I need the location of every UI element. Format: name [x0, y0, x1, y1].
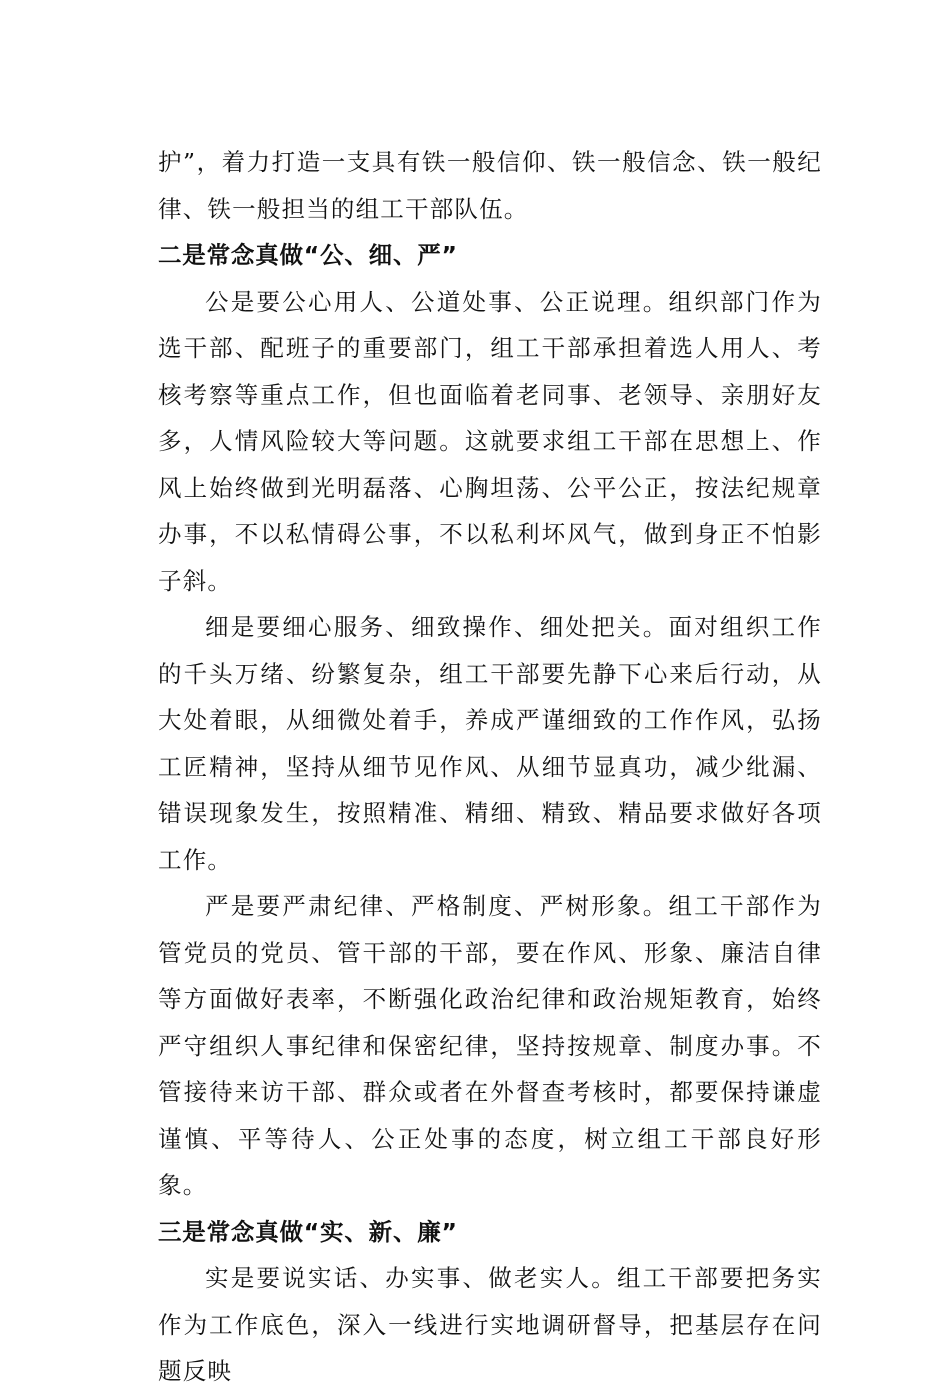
continuation-paragraph: 护”，着力打造一支具有铁一般信仰、铁一般信念、铁一般纪律、铁一般担当的组工干部队伍。 — [158, 148, 822, 223]
paragraph-xi: 细是要细心服务、细致操作、细处把关。面对组织工作的千头万绪、纷繁复杂，组工干部要先静下心来后行动，从大处着眼，从细微处着手，养成严谨细致的工作作风，弘扬工匠精神，坚持从细节见作风、从细节显真功，减少纰漏、错误现象发生，按照精准、精细、精致、精品要求做好各项工作。 — [158, 613, 822, 874]
paragraph-yan: 严是要严肃纪律、严格制度、严树形象。组工干部作为管党员的党员、管干部的干部，要在作风、形象、廉洁自律等方面做好表率，不断强化政治纪律和政治规矩教育，始终严守组织人事纪律和保密纪律，坚持按规章、制度办事。不管接待来访干部、群众或者在外督查考核时，都要保持谦虚谨慎、平等待人、公正处事的态度，树立组工干部良好形象。 — [158, 892, 822, 1199]
section-heading-two: 二是常念真做“公、细、严” — [158, 241, 458, 269]
document-body — [158, 139, 822, 1395]
section-heading-three: 三是常念真做“实、新、廉” — [158, 1217, 458, 1246]
paragraph-gong: 公是要公心用人、公道处事、公正说理。组织部门作为选干部、配班子的重要部门，组工干部承担着选人用人、考核考察等重点工作，但也面临着老同事、老领导、亲朋好友多，人情风险较大等问题。这就要求组工干部在思想上、作风上始终做到光明磊落、心胸坦荡、公平公正，按法纪规章办事，不以私情碍公事，不以私利坏风气，做到身正不怕影子斜。 — [158, 287, 822, 595]
paragraph-shi: 实是要说实话、办实事、做老实人。组工干部要把务实作为工作底色，深入一线进行实地调研督导，把基层存在问题反映 — [158, 1264, 822, 1385]
